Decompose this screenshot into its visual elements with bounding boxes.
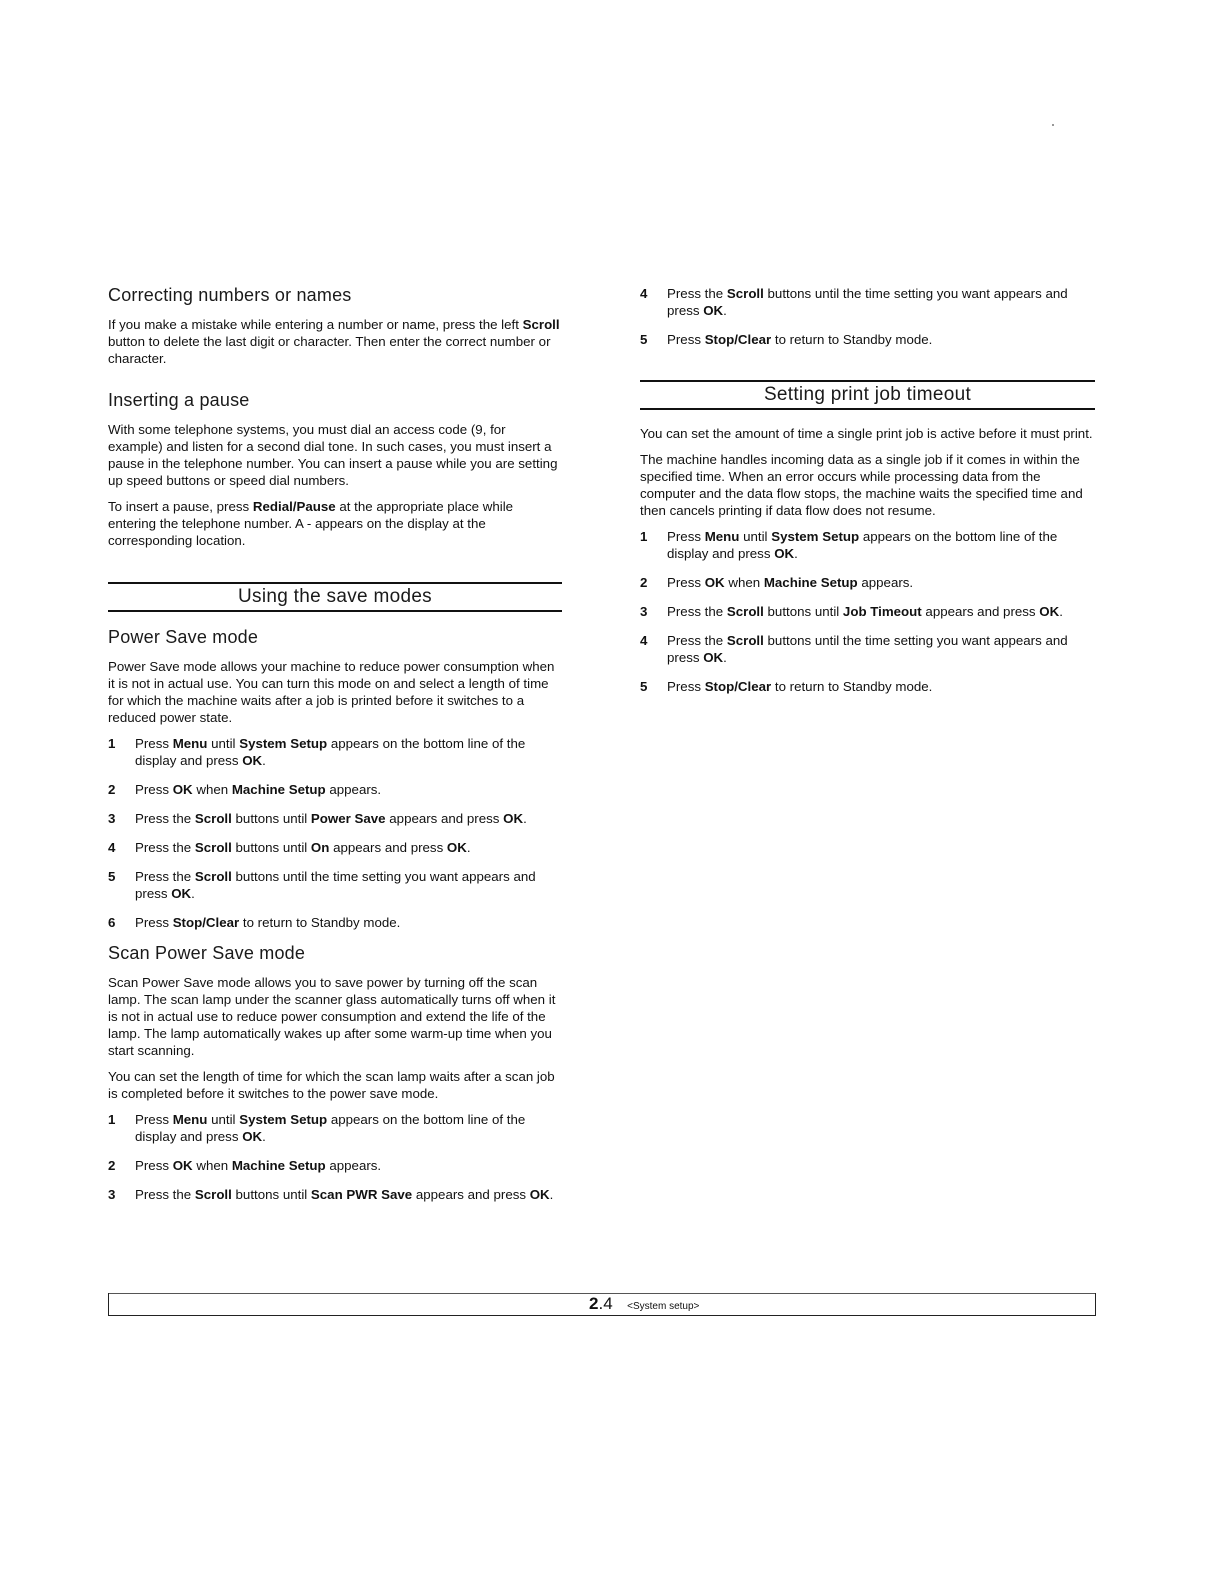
bold-text: OK bbox=[704, 575, 725, 590]
page-number: 2 bbox=[589, 1294, 599, 1313]
text-run: to return to Standby mode. bbox=[771, 332, 933, 347]
step-text bbox=[667, 633, 1068, 665]
text-run: buttons until the time setting you want appears and press bbox=[667, 633, 1068, 665]
text-run: Press the bbox=[135, 869, 195, 884]
power-save-paragraph bbox=[108, 658, 562, 726]
bold-text: Power Save bbox=[310, 811, 386, 826]
text-run: Press bbox=[667, 332, 705, 347]
section-title-print-job-timeout bbox=[640, 380, 1095, 410]
text-run: to return to Standby mode. bbox=[239, 915, 401, 930]
text-run: appears on the bottom line of the display and press bbox=[135, 736, 526, 768]
bold-text: OK bbox=[171, 886, 192, 901]
step-text bbox=[135, 840, 471, 855]
step-item bbox=[640, 331, 1095, 348]
heading-power-save: Power Save mode bbox=[108, 627, 259, 647]
text-run: You can set the length of time for which the scan lamp waits after a scan job is completed before it switches to the power save mode. bbox=[108, 1069, 555, 1101]
step-number: 6 bbox=[108, 915, 116, 930]
text-run: appears and press bbox=[412, 1187, 530, 1202]
step-item bbox=[108, 1111, 562, 1145]
text-run: Press the bbox=[135, 811, 195, 826]
text-run: Scan Power Save mode allows you to save power by turning off the scan lamp. The scan lamp under the scanner glass automatically turns off when it is not in actual use to reduce power consumption and extend the life of the lamp. The lamp automatically wakes up after some warm-up time when you start scanning. bbox=[108, 975, 556, 1058]
text-run: You can set the amount of time a single print job is active before it must print. bbox=[640, 426, 1093, 441]
bold-text: Scroll bbox=[726, 604, 764, 619]
bold-text: Machine Setup bbox=[763, 575, 858, 590]
step-number: 3 bbox=[108, 1187, 116, 1202]
text-run: appears on the bottom line of the display and press bbox=[135, 1112, 526, 1144]
text-run: . bbox=[262, 1129, 266, 1144]
step-item bbox=[640, 528, 1095, 562]
step-item bbox=[640, 285, 1095, 319]
text-run: buttons until bbox=[231, 1187, 311, 1202]
text-run: Press bbox=[135, 782, 173, 797]
step-number: 2 bbox=[108, 782, 116, 797]
step-text bbox=[135, 736, 525, 768]
step-number: 3 bbox=[640, 604, 648, 619]
step-number: 4 bbox=[108, 840, 116, 855]
step-number: 1 bbox=[108, 1112, 116, 1127]
correcting-paragraph bbox=[108, 316, 562, 367]
step-number: 1 bbox=[108, 736, 116, 751]
bold-text: Redial/Pause bbox=[252, 499, 336, 514]
text-run: . bbox=[723, 303, 727, 318]
bold-text: Stop/Clear bbox=[704, 332, 772, 347]
step-text bbox=[667, 604, 1063, 619]
section-title-save-modes bbox=[108, 582, 562, 612]
bold-text: OK bbox=[172, 782, 193, 797]
text-run: Press the bbox=[135, 840, 195, 855]
bold-text: OK bbox=[774, 546, 795, 561]
step-text bbox=[667, 529, 1057, 561]
bold-text: OK bbox=[1039, 604, 1060, 619]
step-text bbox=[667, 332, 932, 347]
step-item bbox=[640, 574, 1095, 591]
page-number-sub: .4 bbox=[598, 1294, 613, 1313]
pause-paragraph-2 bbox=[108, 498, 562, 549]
bold-text: Machine Setup bbox=[231, 1158, 326, 1173]
step-number: 5 bbox=[640, 679, 648, 694]
bold-text: OK bbox=[703, 650, 724, 665]
text-run: when bbox=[192, 782, 232, 797]
heading-scan-power-save: Scan Power Save mode bbox=[108, 943, 306, 963]
text-run: buttons until the time setting you want appears and press bbox=[135, 869, 536, 901]
step-text bbox=[135, 869, 536, 901]
chapter-name: <System setup> bbox=[627, 1301, 700, 1312]
step-number: 1 bbox=[640, 529, 648, 544]
text-run: Press bbox=[667, 529, 705, 544]
step-item bbox=[640, 603, 1095, 620]
step-item bbox=[108, 735, 562, 769]
text-run: Press bbox=[667, 679, 705, 694]
bold-text: Scan PWR Save bbox=[310, 1187, 413, 1202]
step-item bbox=[108, 868, 562, 902]
text-run: . bbox=[549, 1187, 554, 1202]
step-item bbox=[108, 1186, 562, 1203]
step-text bbox=[667, 679, 932, 694]
bold-text: Menu bbox=[704, 529, 740, 544]
step-number: 5 bbox=[640, 332, 648, 347]
text-run: appears and press bbox=[329, 840, 447, 855]
text-run: at the appropriate place while entering the telephone number. A - appears on the display at the corresponding location. bbox=[108, 499, 514, 548]
text-run: Press the bbox=[667, 604, 727, 619]
bold-text: System Setup bbox=[239, 736, 328, 751]
heading-correcting: Correcting numbers or names bbox=[108, 285, 352, 305]
timeout-paragraph-1 bbox=[640, 425, 1095, 442]
step-number: 2 bbox=[108, 1158, 116, 1173]
text-run: to return to Standby mode. bbox=[771, 679, 933, 694]
bold-text: Stop/Clear bbox=[172, 915, 240, 930]
timeout-paragraph-2 bbox=[640, 451, 1095, 519]
bold-text: On bbox=[310, 840, 330, 855]
step-item bbox=[640, 632, 1095, 666]
print-job-timeout-title: Setting print job timeout bbox=[763, 384, 972, 405]
text-run: buttons until the time setting you want appears and press bbox=[667, 286, 1068, 318]
text-run: . bbox=[523, 811, 527, 826]
text-run: until bbox=[207, 1112, 240, 1127]
heading-inserting-pause: Inserting a pause bbox=[108, 390, 250, 410]
text-run: Press the bbox=[667, 286, 727, 301]
step-item bbox=[640, 678, 1095, 695]
bold-text: Menu bbox=[172, 1112, 208, 1127]
bold-text: Menu bbox=[172, 736, 208, 751]
save-modes-title: Using the save modes bbox=[238, 586, 432, 607]
text-run: . bbox=[1059, 604, 1063, 619]
bold-text: OK bbox=[172, 1158, 193, 1173]
scan-power-save-paragraph-1 bbox=[108, 974, 562, 1059]
text-run: Power Save mode allows your machine to reduce power consumption when it is not in actual use. You can turn this mode on and select a length of time for which the machine waits after a job is printed before it switches to a reduced power state. bbox=[108, 659, 555, 725]
step-item bbox=[108, 839, 562, 856]
text-run: appears on the bottom line of the display and press bbox=[667, 529, 1058, 561]
step-text bbox=[135, 811, 527, 826]
step-item bbox=[108, 781, 562, 798]
pause-paragraph-1 bbox=[108, 421, 562, 489]
text-run: . bbox=[191, 886, 195, 901]
text-run: Press bbox=[667, 575, 705, 590]
text-run: when bbox=[192, 1158, 232, 1173]
step-number: 2 bbox=[640, 575, 648, 590]
right-column bbox=[640, 285, 1095, 707]
text-run: Press bbox=[135, 915, 173, 930]
step-item bbox=[108, 914, 562, 931]
step-item bbox=[108, 1157, 562, 1174]
power-save-steps bbox=[108, 735, 562, 931]
step-text bbox=[135, 782, 381, 797]
step-text bbox=[135, 1158, 381, 1173]
text-run: buttons until bbox=[763, 604, 843, 619]
bold-text: Job Timeout bbox=[842, 604, 922, 619]
scan-power-save-steps bbox=[108, 1111, 562, 1203]
text-run: buttons until bbox=[231, 840, 311, 855]
text-run: until bbox=[207, 736, 240, 751]
text-run: button to delete the last digit or character. Then enter the correct number or character. bbox=[108, 334, 551, 366]
bold-text: OK bbox=[503, 811, 524, 826]
scan-power-save-steps-continued bbox=[640, 285, 1095, 348]
text-run: If you make a mistake while entering a number or name, press the left bbox=[108, 317, 523, 332]
print-job-timeout-steps bbox=[640, 528, 1095, 695]
bold-text: OK bbox=[529, 1187, 550, 1202]
text-run: Press bbox=[135, 1112, 173, 1127]
step-number: 5 bbox=[108, 869, 116, 884]
page-footer bbox=[108, 1293, 1096, 1316]
bold-text: Scroll bbox=[194, 840, 232, 855]
bold-text: Scroll bbox=[726, 286, 764, 301]
step-number: 3 bbox=[108, 811, 116, 826]
step-number: 4 bbox=[640, 633, 648, 648]
text-run: . bbox=[794, 546, 798, 561]
bold-text: OK bbox=[242, 753, 263, 768]
bold-text: Scroll bbox=[726, 633, 764, 648]
left-column bbox=[108, 285, 562, 1215]
bold-text: Scroll bbox=[194, 1187, 232, 1202]
text-run: . bbox=[723, 650, 727, 665]
text-run: until bbox=[739, 529, 772, 544]
text-run: To insert a pause, press bbox=[108, 499, 253, 514]
text-run: The machine handles incoming data as a single job if it comes in within the specified time. When an error occurs while processing data from the computer and the data flow stops, the machine waits the specified time and then cancels printing if data flow does not resume. bbox=[640, 452, 1083, 518]
bold-text: Scroll bbox=[194, 869, 232, 884]
text-run: appears. bbox=[325, 1158, 382, 1173]
text-run: With some telephone systems, you must dial an access code (9, for example) and listen for a second dial tone. In such cases, you must insert a pause in the telephone number. You can insert a pause while you are setting up speed buttons or speed dial numbers. bbox=[108, 422, 558, 488]
text-run: Press bbox=[135, 1158, 173, 1173]
step-text bbox=[135, 915, 400, 930]
text-run: buttons until bbox=[231, 811, 311, 826]
bold-text: Machine Setup bbox=[231, 782, 326, 797]
step-text bbox=[667, 575, 913, 590]
text-run: appears. bbox=[857, 575, 914, 590]
bold-text: Scroll bbox=[194, 811, 232, 826]
page-speck bbox=[1052, 124, 1054, 126]
bold-text: System Setup bbox=[239, 1112, 328, 1127]
text-run: appears and press bbox=[385, 811, 504, 826]
text-run: Press the bbox=[667, 633, 727, 648]
step-text bbox=[135, 1112, 525, 1144]
bold-text: OK bbox=[242, 1129, 263, 1144]
step-text bbox=[667, 286, 1068, 318]
text-run: appears. bbox=[325, 782, 382, 797]
footer-label bbox=[589, 1294, 699, 1314]
bold-text: System Setup bbox=[771, 529, 860, 544]
scan-power-save-paragraph-2 bbox=[108, 1068, 562, 1102]
step-number: 4 bbox=[640, 286, 648, 301]
bold-text: OK bbox=[446, 840, 467, 855]
text-run: when bbox=[724, 575, 764, 590]
bold-text: OK bbox=[703, 303, 724, 318]
text-run: Press the bbox=[135, 1187, 195, 1202]
text-run: . bbox=[466, 840, 471, 855]
bold-text: Scroll bbox=[522, 317, 560, 332]
bold-text: Stop/Clear bbox=[704, 679, 772, 694]
text-run: appears and press bbox=[921, 604, 1040, 619]
step-item bbox=[108, 810, 562, 827]
step-text bbox=[135, 1187, 553, 1202]
text-run: . bbox=[262, 753, 266, 768]
text-run: Press bbox=[135, 736, 173, 751]
